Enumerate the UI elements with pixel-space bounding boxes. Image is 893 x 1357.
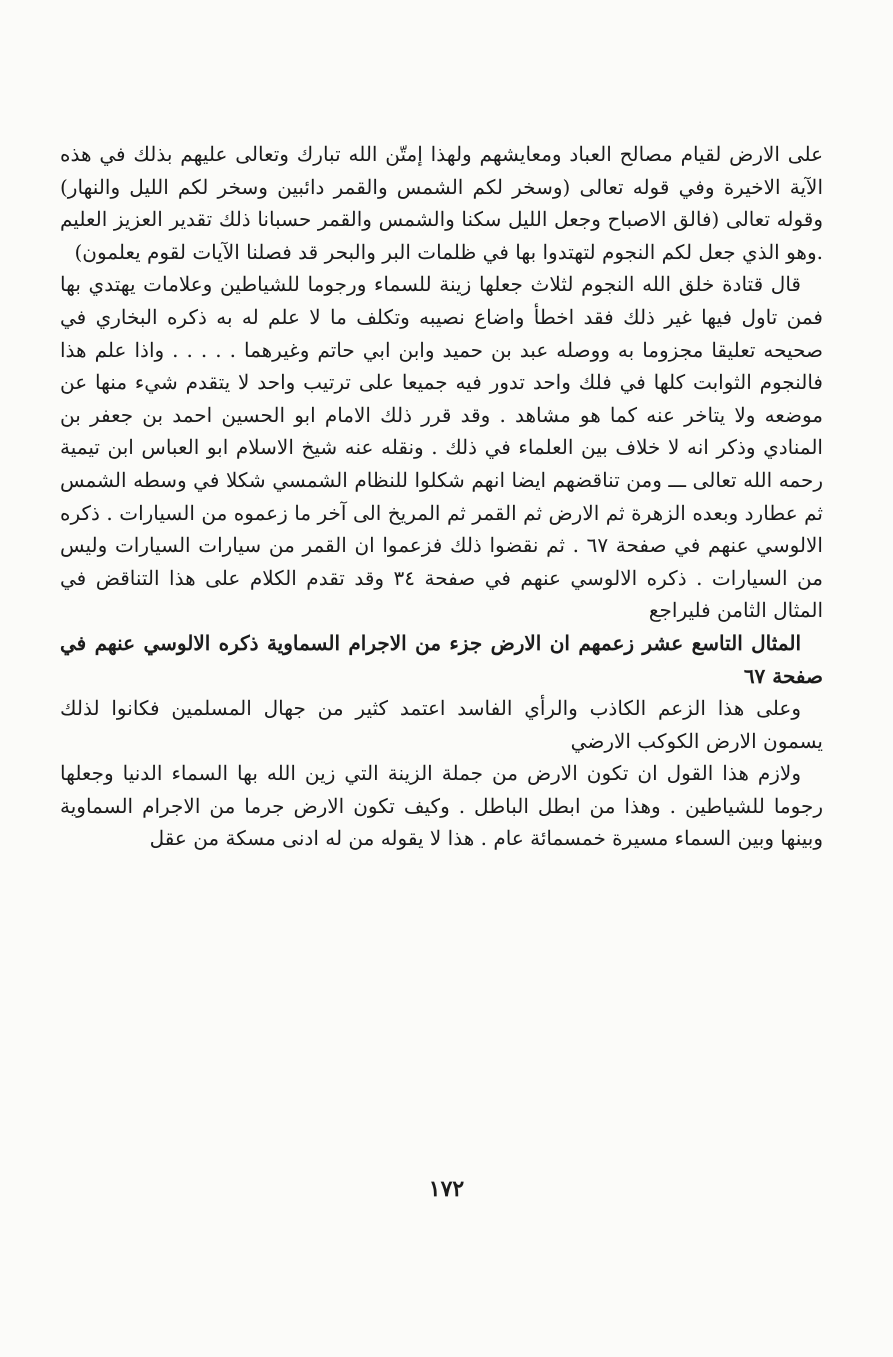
book-page-text: [60, 138, 823, 855]
paragraph-continuation: على الارض لقيام مصالح العباد ومعايشهم ولهذا إمتّن الله تبارك وتعالى عليهم بذلك في هذه الآية الاخيرة وفي قوله تعالى (وسخر لكم الشمس والقمر دائبين وسخر لكم الليل والنهار) وقوله تعالى (فالق الاصباح وجعل الليل سكنا والشمس والقمر حسبانا ذلك تقدير العزيز العليم .وهو الذي جعل لكم النجوم لتهتدوا بها في ظلمات البر والبحر قد فصلنا الآيات لقوم يعلمون): [60, 142, 823, 264]
paragraph-qatada: قال قتادة خلق الله النجوم لثلاث جعلها زينة للسماء ورجوما للشياطين وعلامات يهتدي بها فمن تاول فيها غير ذلك فقد اخطأ واضاع نصيبه وتكلف ما لا علم له به ذكره البخاري في صحيحه تعليقا مجزوما به ووصله عبد بن حميد وابن ابي حاتم وغيرهما . . . . . واذا علم هذا فالنجوم الثوابت كلها في فلك واحد تدور فيه جميعا على ترتيب واحد لا يتقدم شيء منها عن موضعه ولا يتاخر عنه كما هو مشاهد . وقد قرر ذلك الامام ابو الحسين احمد بن جعفر بن المنادي وذكر انه لا خلاف بين العلماء في ذلك . ونقله عنه شيخ الاسلام ابو العباس ابن تيمية رحمه الله تعالى ـــ ومن تناقضهم ايضا انهم شكلوا للنظام الشمسي شكلا في وسطه الشمس ثم عطارد وبعده الزهرة ثم الارض ثم القمر ثم المريخ الى آخر ما زعموه من السيارات . ذكره الالوسي عنهم في صفحة ٦٧ . ثم نقضوا ذلك فزعموا ان القمر من سيارات السيارات وليس من السيارات . ذكره الالوسي عنهم في صفحة ٣٤ وقد تقدم الكلام على هذا التناقض في المثال الثامن فليراجع: [60, 272, 823, 623]
page-number: ١٧٢: [428, 1176, 465, 1202]
paragraph-example-nineteen: المثال التاسع عشر زعمهم ان الارض جزء من الاجرام السماوية ذكره الالوسي عنهم في صفحة ٦٧: [60, 630, 823, 688]
paragraph-false-claim: وعلى هذا الزعم الكاذب والرأي الفاسد اعتمد كثير من جهال المسلمين فكانوا لذلك يسمون الارض الكوكب الارضي: [60, 696, 823, 753]
paragraph-conclusion: ولازم هذا القول ان تكون الارض من جملة الزينة التي زين الله بها السماء الدنيا وجعلها رجوما للشياطين . وهذا من ابطل الباطل . وكيف تكون الارض جرما من الاجرام السماوية وبينها وبين السماء مسيرة خمسمائة عام . هذا لا يقوله من له ادنى مسكة من عقل: [60, 761, 823, 851]
